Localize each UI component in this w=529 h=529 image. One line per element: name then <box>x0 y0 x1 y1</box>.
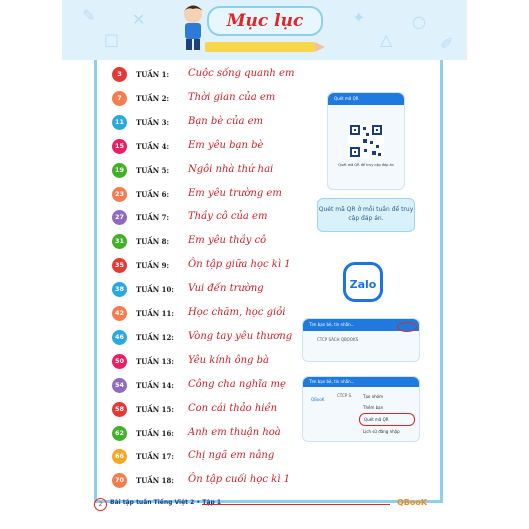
toc-row <box>112 258 312 276</box>
zalo-logo-icon: Zalo <box>343 262 383 302</box>
phone-zalo-search <box>302 318 420 362</box>
footer-page-number: 2 <box>94 498 107 511</box>
page-number-badge: 58 <box>112 402 127 417</box>
phone-header: Quét mã QR <box>328 93 404 105</box>
toc-row <box>112 378 312 396</box>
toc-row <box>112 330 312 348</box>
lesson-title: Ôn tập cuối học kì 1 <box>188 474 290 486</box>
doodle-icon: □ <box>104 30 120 49</box>
highlight-circle <box>397 322 417 332</box>
page-number-badge: 7 <box>112 91 127 106</box>
qr-code-icon <box>348 123 384 159</box>
page-number-badge: 70 <box>112 473 127 488</box>
zalo-menu <box>359 391 415 437</box>
search-bar: Tìm bạn bè, tin nhắn... <box>303 377 419 387</box>
doodle-icon: ✦ <box>352 8 366 27</box>
footer <box>94 498 437 510</box>
page-number-badge: 50 <box>112 354 127 369</box>
week-label: TUẦN 1: <box>136 70 170 79</box>
search-bar: Tìm bạn bè, tin nhắn... <box>303 319 419 331</box>
toc-row <box>112 139 312 157</box>
toc-row <box>112 426 312 444</box>
week-label: TUẦN 15: <box>136 404 174 414</box>
page-number-badge: 27 <box>112 210 127 225</box>
phone-zalo-menu <box>302 376 420 442</box>
lesson-title: Vòng tay yêu thương <box>188 330 293 342</box>
doodle-icon: ✕ <box>132 10 146 29</box>
week-label: TUẦN 8: <box>136 237 170 247</box>
page-number-badge: 66 <box>112 449 127 464</box>
week-label: TUẦN 13: <box>136 356 174 366</box>
week-label: TUẦN 9: <box>136 261 170 271</box>
lesson-title: Học chăm, học giỏi <box>188 307 286 318</box>
toc-row <box>112 282 312 300</box>
pencil-icon <box>205 42 315 52</box>
page-number-badge: 23 <box>112 187 127 202</box>
qbook-logo: QBooK <box>397 498 428 507</box>
week-label: TUẦN 4: <box>136 141 170 151</box>
week-label: TUẦN 12: <box>136 332 174 342</box>
page-number-badge: 11 <box>112 115 127 130</box>
lesson-title: Ngôi nhà thứ hai <box>188 163 274 175</box>
lesson-title: Công cha nghĩa mẹ <box>188 378 286 390</box>
page-number-badge: 3 <box>112 67 127 82</box>
lesson-title: Cuộc sống quanh em <box>188 68 295 79</box>
phone-qr-screen <box>327 92 405 190</box>
toc-row <box>112 473 312 491</box>
phone-caption: Quét mã QR để truy cập đáp án <box>338 163 394 167</box>
page-number-badge: 19 <box>112 163 127 178</box>
page-number-badge: 15 <box>112 139 127 154</box>
lesson-title: Chị ngã em nâng <box>188 450 275 462</box>
toc-row <box>112 210 312 228</box>
toc-row <box>112 187 312 205</box>
lesson-title: Ôn tập giữa học kì 1 <box>188 259 291 271</box>
lesson-title: Em yêu trường em <box>188 187 282 199</box>
zalo-menu-item: Thêm bạn <box>363 405 384 410</box>
lesson-title: Anh em thuận hoà <box>188 426 281 438</box>
toc-row <box>112 306 312 324</box>
page-number-badge: 46 <box>112 330 127 345</box>
page-number-badge: 31 <box>112 234 127 249</box>
lesson-title: Thầy cô của em <box>188 211 268 223</box>
toc-row <box>112 115 312 133</box>
page-number-badge: 42 <box>112 306 127 321</box>
lesson-title: Yêu kính ông bà <box>188 354 269 366</box>
toc-row <box>112 91 312 109</box>
week-label: TUẦN 6: <box>136 189 170 199</box>
week-label: TUẦN 2: <box>136 93 170 103</box>
week-label: TUẦN 11: <box>136 309 174 318</box>
toc-row <box>112 402 312 420</box>
week-label: TUẦN 7: <box>136 213 170 223</box>
page-number-badge: 62 <box>112 426 127 441</box>
week-label: TUẦN 3: <box>136 117 170 127</box>
doodle-icon: ○ <box>412 12 426 31</box>
qbooks-mini-logo-icon: QBooK <box>311 397 325 402</box>
page-title: Mục lục <box>226 11 304 31</box>
company-name: CTCP S. <box>337 393 353 398</box>
page-number-badge: 35 <box>112 258 127 273</box>
doodle-icon: ✐ <box>440 34 454 53</box>
toc-row <box>112 67 312 85</box>
doodle-icon: ✎ <box>82 6 96 25</box>
week-label: TUẦN 14: <box>136 380 174 390</box>
week-label: TUẦN 16: <box>136 428 174 438</box>
zalo-menu-item: Tạo nhóm <box>363 394 384 399</box>
week-label: TUẦN 10: <box>136 285 174 295</box>
lesson-title: Con cái thảo hiền <box>188 402 278 414</box>
lesson-title: Thời gian của em <box>188 91 276 103</box>
toc-row <box>112 354 312 372</box>
lesson-title: Bạn bè của em <box>188 115 264 127</box>
lesson-title: Em yêu thầy cô <box>188 235 267 247</box>
week-label: TUẦN 17: <box>136 452 174 462</box>
footer-divider <box>202 504 390 505</box>
lesson-title: Vui đến trường <box>188 283 264 295</box>
week-label: TUẦN 5: <box>136 165 170 175</box>
page-number-badge: 38 <box>112 282 127 297</box>
qr-instruction-note: Quét mã QR ở mỗi tuần để truy cập đáp án. <box>317 198 415 232</box>
toc-row <box>112 234 312 252</box>
week-label: TUẦN 18: <box>136 476 174 486</box>
toc-row <box>112 449 312 467</box>
toc-row <box>112 163 312 181</box>
zalo-menu-item: Lịch sử đăng nhập <box>363 429 400 434</box>
zalo-menu-item: Quét mã QR <box>359 413 415 426</box>
page-number-badge: 54 <box>112 378 127 393</box>
chat-item: CTCP SÁCH QBOOKS <box>317 337 359 342</box>
lesson-title: Em yêu bạn bè <box>188 139 264 151</box>
title-box <box>207 6 323 36</box>
doodle-icon: △ <box>380 30 393 49</box>
footer-book-title: Bài tập tuần Tiếng Việt 2 • Tập 1 <box>110 499 221 506</box>
